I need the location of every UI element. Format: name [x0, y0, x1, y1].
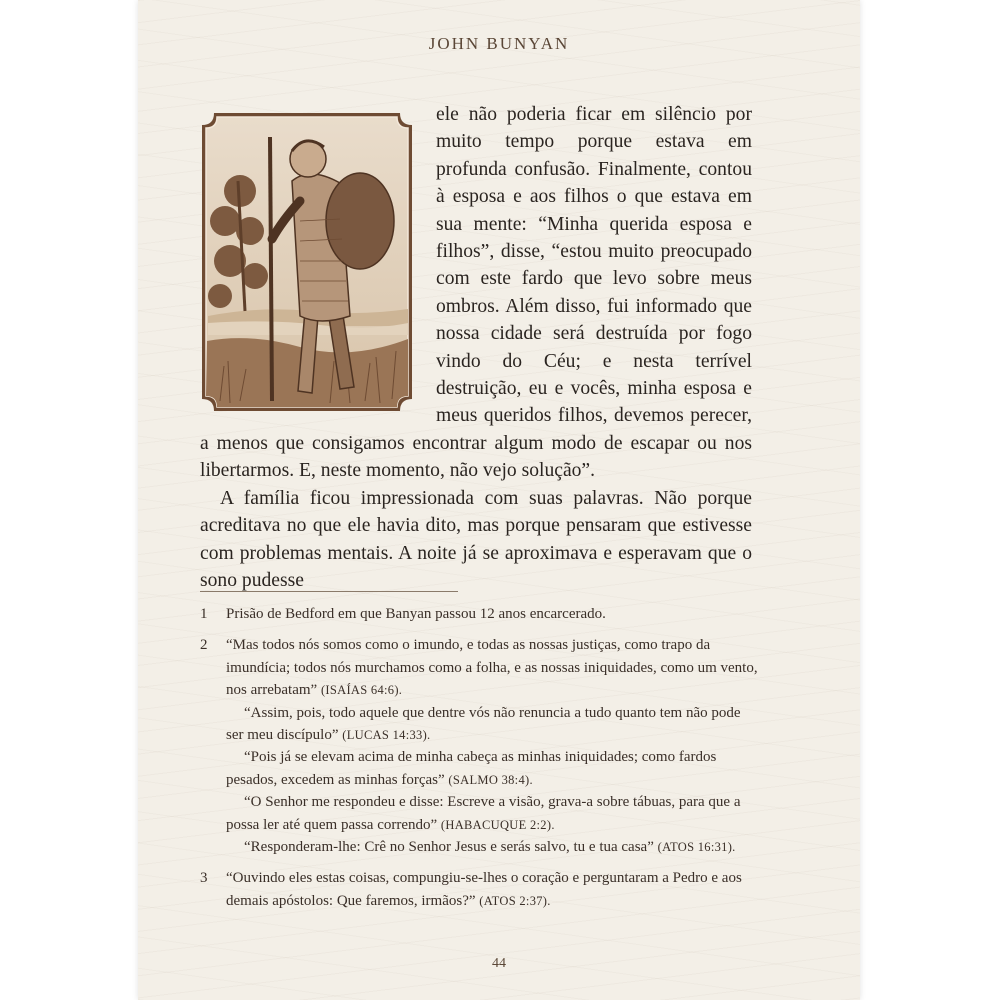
footnote-text: “Responderam-lhe: Crê no Senhor Jesus e serás salvo, tu e tua casa”	[244, 839, 654, 856]
footnote-text: “Mas todos nós somos como o imundo, e todas as nossas justiças, como trapo da imundícia; todos nós murchamos como a folha, e as nossas iniquidades, como um vento, nos arrebatam”	[226, 637, 758, 699]
running-header: JOHN BUNYAN	[428, 34, 570, 53]
scripture-reference: (ATOS 16:31).	[657, 840, 736, 855]
footnote-2	[200, 634, 760, 858]
footnote-1	[200, 603, 760, 625]
footnote-text: Prisão de Bedford em que Banyan passou 12 anos encarcerado.	[226, 606, 606, 622]
body-paragraph-1: ele não poderia ficar em silêncio por muito tempo porque estava em profunda confusão. Finalmente, contou à esposa e aos filhos o que estava em sua mente: “Minha querida esposa e filhos”, disse, “estou muito preocupado com este fardo que levo sobre meus ombros. Além disso, fui informado que nossa cidade será destruída por fogo vindo do Céu; e nesta terrível destruição, eu e vocês, minha esposa e meus queridos filhos, devemos perecer, a menos que consigamos encontrar algum modo de escapar ou nos libertarmos. E, neste momento, não vejo solução”.	[200, 104, 752, 482]
body-paragraph-2: A família ficou impressionada com suas palavras. Não porque acreditava no que ele havia dito, mas porque pensaram que estivesse com problemas mentais. A noite já se aproximava e esperavam que o sono pudesse	[200, 487, 752, 591]
page-number: 44	[492, 956, 506, 971]
footnote-3	[200, 867, 760, 912]
footnote-divider	[200, 591, 458, 592]
scripture-reference: (ISAÍAS 64:6).	[320, 683, 403, 698]
footnote-text: “O Senhor me respondeu e disse: Escreve a visão, grava-a sobre tábuas, para que a possa ler até quem passa correndo”	[226, 794, 741, 833]
scripture-reference: (HABACUQUE 2:2).	[440, 817, 555, 832]
footnote-number: 1	[200, 606, 208, 622]
pilgrim-illustration	[200, 111, 414, 413]
footnote-text: “Ouvindo eles estas coisas, compungiu-se-lhes o coração e perguntaram a Pedro e aos demais apóstolos: Que faremos, irmãos?”	[226, 870, 742, 909]
footnote-text: “Assim, pois, todo aquele que dentre vós não renuncia a tudo quanto tem não pode ser meu discípulo”	[226, 704, 741, 744]
scripture-reference: (LUCAS 14:33).	[342, 728, 431, 743]
footnote-number: 3	[200, 870, 208, 887]
scripture-reference: (SALMO 38:4).	[448, 772, 533, 787]
footnote-text: “Pois já se elevam acima de minha cabeça as minhas iniquidades; como fardos pesados, excedem as minhas forças”	[226, 749, 717, 788]
footnote-number: 2	[200, 637, 208, 654]
pilgrim-engraving-icon	[200, 111, 414, 413]
footnotes	[200, 603, 760, 921]
book-page	[138, 0, 860, 1000]
body-text	[200, 101, 752, 594]
scripture-reference: (ATOS 2:37).	[479, 893, 551, 908]
